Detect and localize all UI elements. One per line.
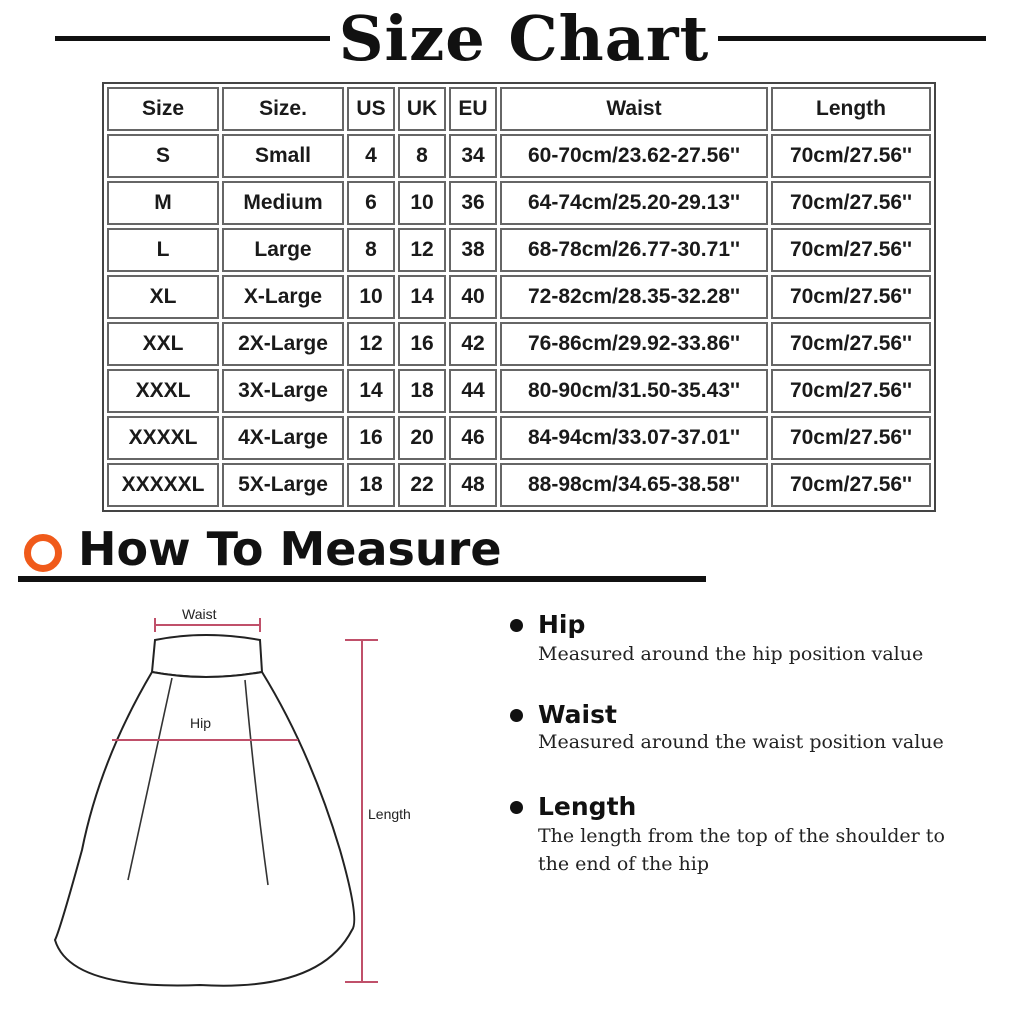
table-cell: 80-90cm/31.50-35.43'': [500, 369, 768, 413]
table-cell: 14: [398, 275, 446, 319]
waist-label: Waist: [182, 606, 217, 622]
table-cell: M: [107, 181, 219, 225]
table-cell: 4X-Large: [222, 416, 344, 460]
measure-desc: Measured around the waist position value: [538, 731, 944, 753]
table-cell: 2X-Large: [222, 322, 344, 366]
table-cell: 34: [449, 134, 497, 178]
table-row: [107, 463, 931, 507]
table-cell: 3X-Large: [222, 369, 344, 413]
title-rule-left: [55, 36, 330, 41]
table-cell: XL: [107, 275, 219, 319]
table-row: [107, 181, 931, 225]
bullet-dot-icon: [510, 709, 523, 722]
length-label: Length: [368, 806, 411, 822]
bullet-dot-icon: [510, 801, 523, 814]
title-rule-right: [718, 36, 986, 41]
table-row: [107, 228, 931, 272]
column-header: Size: [107, 87, 219, 131]
measure-label: Hip: [538, 610, 586, 639]
table-cell: 88-98cm/34.65-38.58'': [500, 463, 768, 507]
section-rule: [18, 576, 706, 582]
table-row: [107, 369, 931, 413]
table-cell: 76-86cm/29.92-33.86'': [500, 322, 768, 366]
table-cell: XXXXXL: [107, 463, 219, 507]
table-row: [107, 275, 931, 319]
table-cell: 16: [347, 416, 395, 460]
table-cell: 8: [398, 134, 446, 178]
table-cell: 16: [398, 322, 446, 366]
table-cell: 46: [449, 416, 497, 460]
table-cell: 48: [449, 463, 497, 507]
measure-label: Waist: [538, 700, 617, 729]
page-title: Size Chart: [338, 2, 710, 75]
table-row: [107, 416, 931, 460]
table-cell: 72-82cm/28.35-32.28'': [500, 275, 768, 319]
table-cell: 20: [398, 416, 446, 460]
table-cell: 60-70cm/23.62-27.56'': [500, 134, 768, 178]
table-cell: S: [107, 134, 219, 178]
orange-ring-icon: [24, 534, 62, 572]
skirt-diagram: [40, 600, 460, 1000]
table-cell: L: [107, 228, 219, 272]
table-cell: 70cm/27.56'': [771, 416, 931, 460]
table-cell: 70cm/27.56'': [771, 463, 931, 507]
table-cell: 22: [398, 463, 446, 507]
table-cell: XXL: [107, 322, 219, 366]
column-header: US: [347, 87, 395, 131]
table-cell: 18: [398, 369, 446, 413]
table-cell: XXXL: [107, 369, 219, 413]
table-cell: 6: [347, 181, 395, 225]
table-cell: 14: [347, 369, 395, 413]
table-cell: 5X-Large: [222, 463, 344, 507]
table-cell: 64-74cm/25.20-29.13'': [500, 181, 768, 225]
table-cell: 70cm/27.56'': [771, 228, 931, 272]
size-chart-header: [0, 0, 1024, 80]
column-header: Length: [771, 87, 931, 131]
table-cell: 42: [449, 322, 497, 366]
table-cell: 70cm/27.56'': [771, 134, 931, 178]
table-cell: 70cm/27.56'': [771, 322, 931, 366]
measure-label: Length: [538, 792, 637, 821]
table-cell: 8: [347, 228, 395, 272]
section-title: How To Measure: [78, 522, 502, 576]
table-cell: 44: [449, 369, 497, 413]
table-cell: 70cm/27.56'': [771, 181, 931, 225]
table-cell: 4: [347, 134, 395, 178]
table-cell: 40: [449, 275, 497, 319]
table-cell: 70cm/27.56'': [771, 275, 931, 319]
table-cell: 10: [398, 181, 446, 225]
bullet-dot-icon: [510, 619, 523, 632]
table-cell: 68-78cm/26.77-30.71'': [500, 228, 768, 272]
measure-desc: The length from the top of the shoulder to the end of the hip: [538, 825, 945, 875]
column-header: Size.: [222, 87, 344, 131]
column-header: Waist: [500, 87, 768, 131]
table-cell: Medium: [222, 181, 344, 225]
table-cell: 10: [347, 275, 395, 319]
table-cell: X-Large: [222, 275, 344, 319]
table-cell: 18: [347, 463, 395, 507]
table-cell: 84-94cm/33.07-37.01'': [500, 416, 768, 460]
table-cell: 36: [449, 181, 497, 225]
column-header: EU: [449, 87, 497, 131]
table-cell: 12: [347, 322, 395, 366]
table-cell: Large: [222, 228, 344, 272]
size-table: [102, 82, 936, 512]
table-row: [107, 322, 931, 366]
skirt-waistband: [152, 635, 262, 677]
table-cell: XXXXL: [107, 416, 219, 460]
table-cell: 70cm/27.56'': [771, 369, 931, 413]
table-row: [107, 134, 931, 178]
measure-desc: Measured around the hip position value: [538, 643, 924, 665]
table-cell: Small: [222, 134, 344, 178]
column-header: UK: [398, 87, 446, 131]
hip-label: Hip: [190, 715, 212, 731]
table-cell: 38: [449, 228, 497, 272]
table-cell: 12: [398, 228, 446, 272]
table-header-row: [107, 87, 931, 131]
